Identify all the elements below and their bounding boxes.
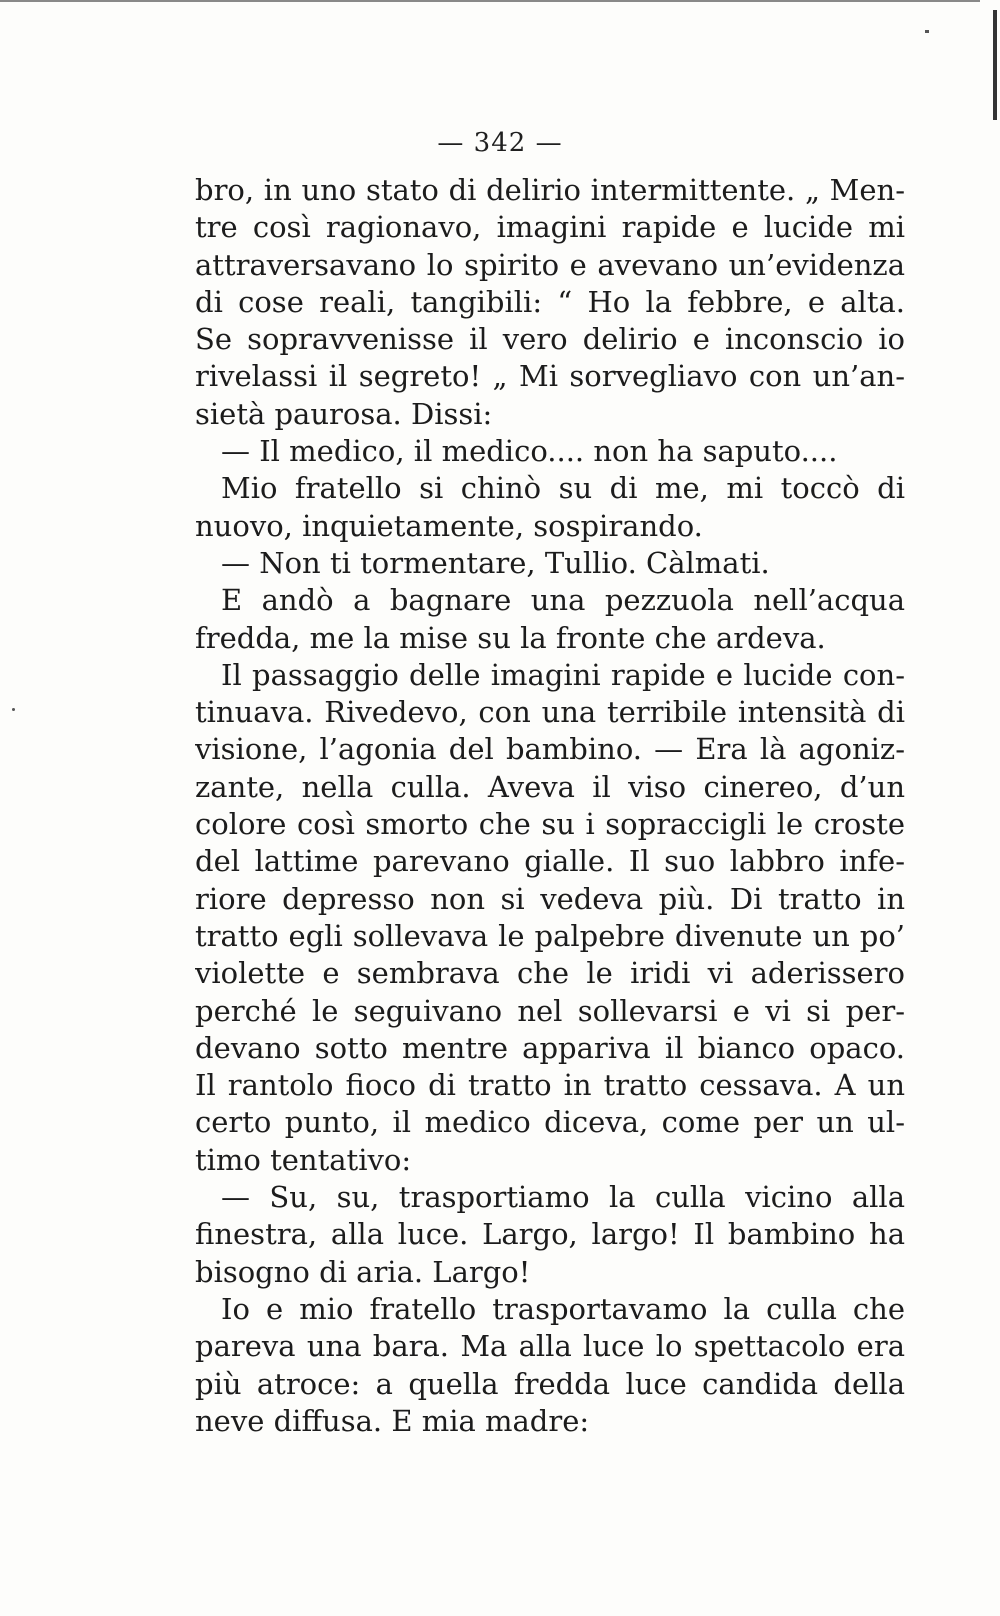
body-text xyxy=(195,172,905,1440)
text-line: — Non ti tormentare, Tullio. Càlmati. xyxy=(221,545,770,580)
text-line: tinuava. Rivedevo, con una terribile intensità di xyxy=(195,695,905,730)
text-line: certo punto, il medico diceva, come per un ul- xyxy=(195,1105,905,1140)
text-line: Il rantolo fioco di tratto in tratto cessava. A un xyxy=(195,1068,905,1103)
text-line: sietà paurosa. Dissi: xyxy=(195,396,493,431)
text-line: E andò a bagnare una pezzuola nell’acqua xyxy=(221,583,905,618)
text-line: neve diffusa. E mia madre: xyxy=(195,1403,590,1438)
text-line: visione, l’agonia del bambino. — Era là agoniz- xyxy=(195,732,905,767)
text-line: — Il medico, il medico.... non ha saputo.... xyxy=(221,434,838,469)
text-line: Se sopravvenisse il vero delirio e inconscio io xyxy=(195,322,905,357)
text-line: perché le seguivano nel sollevarsi e vi si per- xyxy=(195,993,905,1028)
scan-speck xyxy=(925,30,929,33)
page-number: — 342 — xyxy=(437,128,563,158)
text-line: bisogno di aria. Largo! xyxy=(195,1254,531,1289)
text-line: finestra, alla luce. Largo, largo! Il bambino ha xyxy=(195,1217,905,1252)
text-line: nuovo, inquietamente, sospirando. xyxy=(195,508,703,543)
text-line: del lattime parevano gialle. Il suo labbro infe- xyxy=(195,844,905,879)
text-line: attraversavano lo spirito e avevano un’evidenza xyxy=(195,247,905,282)
text-line: riore depresso non si vedeva più. Di tratto in xyxy=(195,881,905,916)
text-line: colore così smorto che su i sopraccigli le croste xyxy=(195,807,905,842)
text-line: Io e mio fratello trasportavamo la culla che xyxy=(221,1291,905,1326)
scan-edge-top xyxy=(0,0,980,2)
text-line: più atroce: a quella fredda luce candida della xyxy=(195,1366,905,1401)
text-line: fredda, me la mise su la fronte che ardeva. xyxy=(195,620,826,655)
text-line: — Su, su, trasportiamo la culla vicino alla xyxy=(221,1180,905,1215)
text-line: Mio fratello si chinò su di me, mi toccò di xyxy=(221,471,905,506)
text-line: devano sotto mentre appariva il bianco opaco. xyxy=(195,1030,905,1065)
text-line: bro, in uno stato di delirio intermittente. „ Men- xyxy=(195,173,905,207)
text-line: pareva una bara. Ma alla luce lo spettacolo era xyxy=(195,1329,905,1364)
scan-edge-right xyxy=(993,10,997,120)
text-line: violette e sembrava che le iridi vi aderissero xyxy=(195,956,905,991)
text-line: tre così ragionavo, imagini rapide e lucide mi xyxy=(195,210,905,245)
text-line: rivelassi il segreto! „ Mi sorvegliavo con un’an- xyxy=(195,359,905,394)
text-line: timo tentativo: xyxy=(195,1142,412,1177)
text-line: zante, nella culla. Aveva il viso cinereo, d’un xyxy=(195,769,905,804)
margin-speck xyxy=(12,708,15,711)
text-line: di cose reali, tangibili: “ Ho la febbre, e alta. xyxy=(195,284,905,319)
text-line: Il passaggio delle imagini rapide e lucide con- xyxy=(221,657,905,692)
text-line: tratto egli sollevava le palpebre divenute un po’ xyxy=(195,918,905,953)
